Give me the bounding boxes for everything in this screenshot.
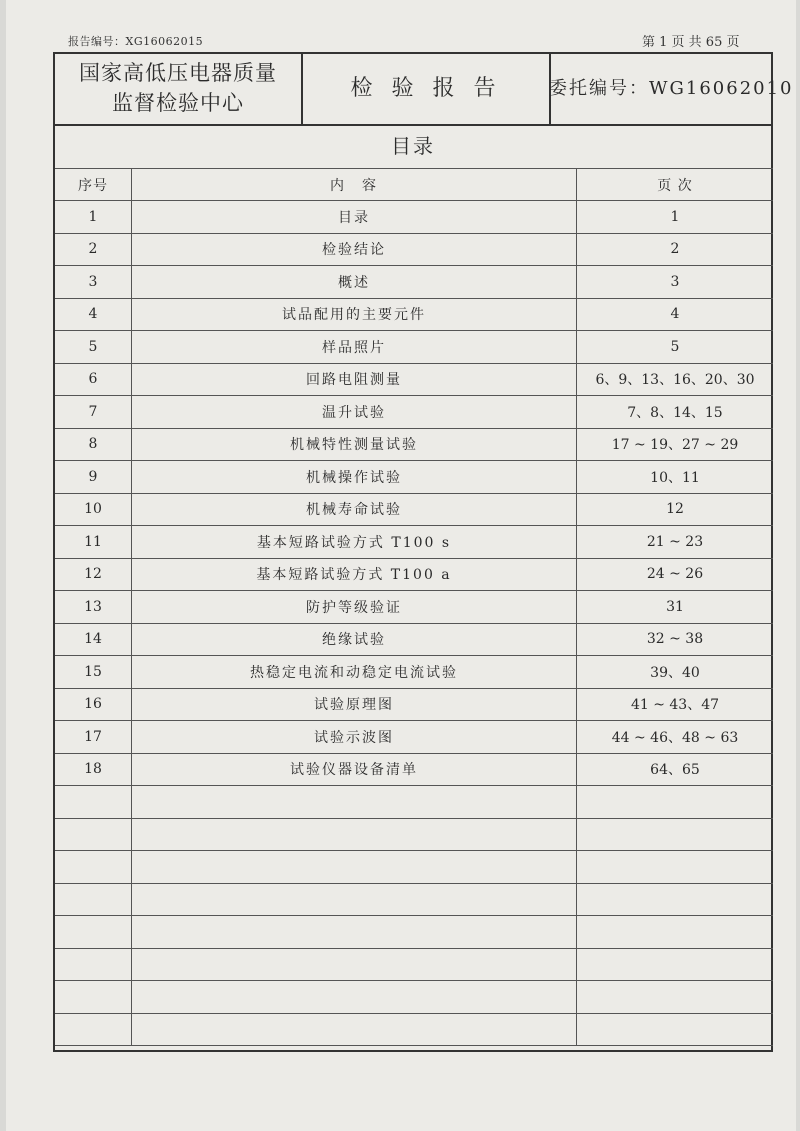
row-num: 10 <box>55 493 132 526</box>
row-pages: 1 <box>577 201 774 234</box>
table-row <box>55 233 773 266</box>
row-pages: 2 <box>577 233 774 266</box>
report-frame <box>53 52 794 1052</box>
column-header-number: 序号 <box>55 169 132 201</box>
table-row <box>55 428 773 461</box>
row-content: 试验原理图 <box>132 688 577 721</box>
empty-table-row <box>55 948 773 981</box>
row-num: 1 <box>55 201 132 234</box>
row-num <box>55 851 132 884</box>
row-content <box>132 786 577 819</box>
row-pages: 41 ~ 43、47 <box>577 688 774 721</box>
table-row <box>55 493 773 526</box>
row-pages: 6、9、13、16、20、30 <box>577 363 774 396</box>
row-pages: 32 ~ 38 <box>577 623 774 656</box>
row-pages: 4 <box>577 298 774 331</box>
row-content <box>132 916 577 949</box>
row-content: 机械寿命试验 <box>132 493 577 526</box>
row-content: 目录 <box>132 201 577 234</box>
row-num: 16 <box>55 688 132 721</box>
page-info: 第 1 页 共 65 页 <box>642 35 740 50</box>
row-pages <box>577 851 774 884</box>
table-row <box>55 656 773 689</box>
row-content: 试验仪器设备清单 <box>132 753 577 786</box>
row-num: 18 <box>55 753 132 786</box>
row-pages <box>577 786 774 819</box>
table-row <box>55 558 773 591</box>
row-num: 11 <box>55 526 132 559</box>
row-content: 回路电阻测量 <box>132 363 577 396</box>
row-content <box>132 851 577 884</box>
row-content: 概述 <box>132 266 577 299</box>
row-content: 防护等级验证 <box>132 591 577 624</box>
row-num: 17 <box>55 721 132 754</box>
organization-line1: 国家高低压电器质量 <box>79 61 277 85</box>
table-row <box>55 298 773 331</box>
row-content: 检验结论 <box>132 233 577 266</box>
row-pages <box>577 1013 774 1046</box>
row-content: 基本短路试验方式 T100 a <box>132 558 577 591</box>
empty-table-row <box>55 818 773 851</box>
toc-title: 目录 <box>55 124 771 169</box>
table-row <box>55 363 773 396</box>
empty-table-row <box>55 916 773 949</box>
report-number: 报告编号：XG16062015 <box>68 35 204 48</box>
row-pages: 31 <box>577 591 774 624</box>
row-pages <box>577 948 774 981</box>
report-header <box>55 54 794 126</box>
row-num: 5 <box>55 331 132 364</box>
row-num <box>55 948 132 981</box>
table-row <box>55 266 773 299</box>
row-num: 13 <box>55 591 132 624</box>
row-content: 试验示波图 <box>132 721 577 754</box>
table-row <box>55 721 773 754</box>
table-row <box>55 688 773 721</box>
row-pages: 12 <box>577 493 774 526</box>
row-num: 8 <box>55 428 132 461</box>
table-row <box>55 526 773 559</box>
row-pages: 5 <box>577 331 774 364</box>
toc-body <box>55 201 773 1046</box>
row-num: 6 <box>55 363 132 396</box>
row-num: 3 <box>55 266 132 299</box>
report-page <box>6 0 796 1131</box>
row-num: 9 <box>55 461 132 494</box>
column-header-pages: 页 次 <box>577 169 774 201</box>
row-content: 机械操作试验 <box>132 461 577 494</box>
table-row <box>55 396 773 429</box>
row-pages: 21 ~ 23 <box>577 526 774 559</box>
table-row <box>55 331 773 364</box>
row-content: 样品照片 <box>132 331 577 364</box>
row-num <box>55 1013 132 1046</box>
row-pages <box>577 981 774 1014</box>
row-content: 热稳定电流和动稳定电流试验 <box>132 656 577 689</box>
table-row <box>55 201 773 234</box>
table-row <box>55 623 773 656</box>
row-pages <box>577 916 774 949</box>
row-pages <box>577 818 774 851</box>
row-content <box>132 948 577 981</box>
row-pages: 39、40 <box>577 656 774 689</box>
report-type: 检 验 报 告 <box>303 54 551 124</box>
entrust-number: 委托编号：WG16062010 <box>549 78 794 99</box>
row-pages: 10、11 <box>577 461 774 494</box>
row-content: 试品配用的主要元件 <box>132 298 577 331</box>
row-content: 绝缘试验 <box>132 623 577 656</box>
row-pages: 64、65 <box>577 753 774 786</box>
row-num: 4 <box>55 298 132 331</box>
toc-header-row <box>55 169 773 201</box>
row-content: 基本短路试验方式 T100 s <box>132 526 577 559</box>
empty-table-row <box>55 1013 773 1046</box>
row-num: 15 <box>55 656 132 689</box>
organization-name <box>55 54 303 124</box>
empty-table-row <box>55 786 773 819</box>
row-num <box>55 883 132 916</box>
table-row <box>55 591 773 624</box>
row-pages <box>577 883 774 916</box>
row-content <box>132 981 577 1014</box>
toc-table <box>55 168 773 1046</box>
row-num: 2 <box>55 233 132 266</box>
row-pages: 7、8、14、15 <box>577 396 774 429</box>
row-content <box>132 818 577 851</box>
row-content: 温升试验 <box>132 396 577 429</box>
organization-line2: 监督检验中心 <box>112 91 244 115</box>
row-num <box>55 818 132 851</box>
row-content <box>132 1013 577 1046</box>
row-pages: 3 <box>577 266 774 299</box>
empty-table-row <box>55 883 773 916</box>
table-row <box>55 461 773 494</box>
row-num: 12 <box>55 558 132 591</box>
table-row <box>55 753 773 786</box>
row-content: 机械特性测量试验 <box>132 428 577 461</box>
row-pages: 44 ~ 46、48 ~ 63 <box>577 721 774 754</box>
row-pages: 17 ~ 19、27 ~ 29 <box>577 428 774 461</box>
row-num <box>55 981 132 1014</box>
empty-table-row <box>55 981 773 1014</box>
row-content <box>132 883 577 916</box>
row-num <box>55 786 132 819</box>
row-num: 14 <box>55 623 132 656</box>
row-num <box>55 916 132 949</box>
row-num: 7 <box>55 396 132 429</box>
empty-table-row <box>55 851 773 884</box>
row-pages: 24 ~ 26 <box>577 558 774 591</box>
column-header-content: 内 容 <box>132 169 577 201</box>
